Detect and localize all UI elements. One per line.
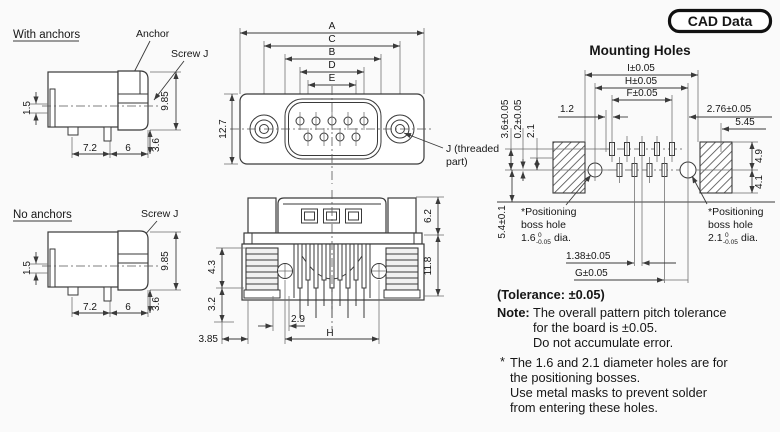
connector-front-outline	[230, 86, 434, 184]
connector-bottom-outline	[242, 198, 424, 318]
dim-c: C	[328, 34, 336, 45]
dim-row: 3.6±0.05	[500, 99, 511, 139]
view-title: With anchors	[13, 29, 81, 41]
dim-step: 1.5	[22, 101, 33, 115]
tolerance-heading: (Tolerance: ±0.05)	[497, 287, 605, 302]
view-no-anchors	[13, 208, 181, 317]
j-threaded-label-2: part)	[446, 156, 468, 168]
connector-side-outline	[42, 231, 158, 301]
dim-w1: 7.2	[83, 302, 97, 313]
dim-f: F±0.05	[626, 88, 658, 99]
left-pad	[553, 142, 585, 193]
star-line-2: the positioning bosses.	[510, 370, 641, 385]
dim-depth: 5.4±0.1	[497, 205, 508, 239]
note-line-1: The overall pattern pitch tolerance	[533, 305, 727, 320]
cad-data-badge[interactable]	[670, 11, 771, 32]
dim-e: E	[328, 73, 336, 84]
dim-right1: 2.76±0.05	[706, 104, 752, 115]
dim-pitch: 2.9	[291, 314, 305, 325]
boss-left-tol-sub: -0.05	[536, 239, 551, 246]
boss-right-tol-sub: -0.05	[723, 239, 738, 246]
view-title: No anchors	[13, 209, 72, 221]
dim-h2: 3.6	[151, 297, 162, 311]
boss-right-value: 2.1	[708, 232, 723, 244]
boss-left-tol-sup: 0	[538, 232, 542, 239]
dim-b: B	[328, 47, 336, 58]
dim-w2: 6	[125, 302, 131, 313]
mounting-holes-diagram	[497, 43, 775, 283]
dim-h-span: H	[326, 328, 334, 339]
badge-label: CAD Data	[687, 13, 753, 29]
dim-fin: 4.3	[207, 260, 218, 274]
connector-side-outline	[42, 71, 158, 141]
boss-left-line1: *Positioning	[521, 206, 577, 218]
j-threaded-label-1: J (threaded	[446, 143, 500, 155]
note-label: Note:	[497, 305, 530, 320]
boss-left-line2: boss hole	[521, 219, 566, 231]
dim-step: 1.5	[22, 261, 33, 275]
dim-gap: 1.2	[560, 104, 574, 115]
star-line-4: from entering these holes.	[510, 400, 658, 415]
boss-right-line2: boss hole	[708, 219, 753, 231]
dim-offset: 3.85	[198, 334, 218, 345]
note-line-2: for the board is ±0.05.	[533, 320, 658, 335]
dim-height: 9.85	[160, 91, 171, 111]
boss-left-value: 1.6	[521, 232, 536, 244]
right-pad	[700, 142, 732, 193]
dim-height: 9.85	[160, 251, 171, 271]
dim-hood: 6.2	[423, 209, 434, 223]
screw-j-label: Screw J	[141, 208, 179, 220]
dim-h: H±0.05	[624, 76, 658, 87]
view-front	[218, 21, 499, 184]
star-marker: *	[500, 354, 505, 369]
boss-left-suffix: dia.	[554, 232, 571, 244]
dim-pitch138: 1.38±0.05	[566, 251, 611, 262]
notes-block	[497, 287, 728, 415]
dim-foot: 3.2	[207, 297, 218, 311]
dim-body: 11.8	[423, 256, 434, 276]
dim-g: G±0.05	[575, 268, 608, 279]
dim-front-height: 12.7	[218, 119, 229, 139]
anchor-label: Anchor	[136, 28, 170, 40]
screw-j-label: Screw J	[171, 48, 209, 60]
dim-h2: 3.6	[151, 138, 162, 152]
dim-pad2: 4.1	[754, 175, 765, 189]
view-with-anchors	[13, 28, 208, 158]
boss-right-suffix: dia.	[741, 232, 758, 244]
dim-a: A	[328, 21, 336, 32]
dim-i: I±0.05	[627, 63, 655, 74]
star-line-3: Use metal masks to prevent solder	[510, 385, 708, 400]
dim-w1: 7.2	[83, 143, 97, 154]
mounting-holes-title: Mounting Holes	[589, 43, 691, 58]
dim-d: D	[328, 60, 336, 71]
dim-pad1: 4.9	[754, 149, 765, 163]
note-line-3: Do not accumulate error.	[533, 335, 674, 350]
dim-right2: 5.45	[735, 117, 755, 128]
star-line-1: The 1.6 and 2.1 diameter holes are for	[510, 355, 728, 370]
dim-offset: 0.2±0.05	[513, 99, 524, 139]
dim-w2: 6	[125, 143, 131, 154]
boss-right-line1: *Positioning	[708, 206, 764, 218]
boss-right-tol-sup: 0	[725, 232, 729, 239]
view-bottom	[199, 190, 444, 345]
dim-inner: 2.1	[526, 124, 537, 138]
